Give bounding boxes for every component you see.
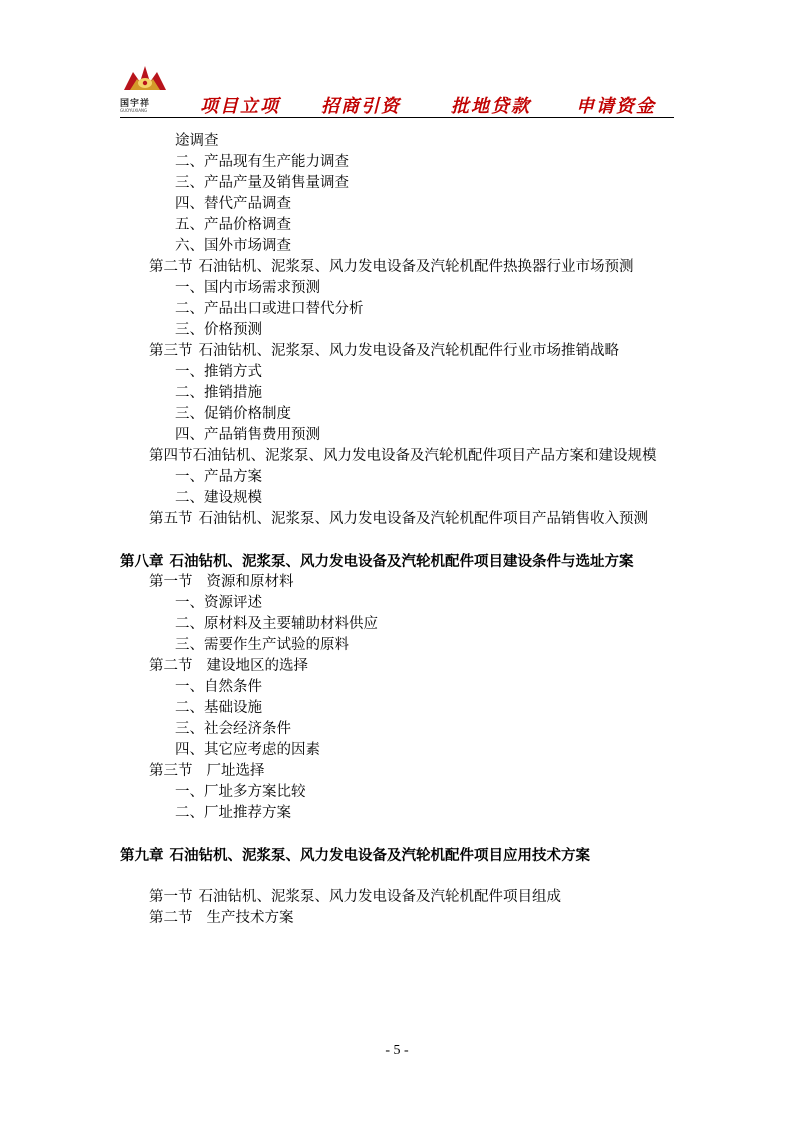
header-rule — [120, 117, 674, 118]
toc-line: 三、需要作生产试验的原料 — [175, 637, 349, 653]
spacer — [120, 824, 680, 845]
chapter-title: 石油钻机、泥浆泵、风力发电设备及汽轮机配件项目应用技术方案 — [169, 847, 590, 864]
logo-text: 国宇祥 — [120, 99, 151, 109]
toc-section — [120, 509, 680, 530]
toc-line: 一、产品方案 — [175, 469, 262, 485]
toc-line: 一、自然条件 — [175, 679, 262, 695]
section-label: 第五节 — [149, 511, 193, 527]
toc-line: 一、资源评述 — [175, 595, 262, 611]
toc-section — [120, 257, 680, 278]
toc-line: 二、原材料及主要辅助材料供应 — [175, 616, 378, 632]
section-label: 第三节 — [149, 763, 193, 779]
toc-line: 三、价格预测 — [175, 322, 262, 338]
section-label: 第二节 — [149, 658, 193, 674]
section-title: 厂址选择 — [206, 763, 265, 779]
toc-line: 五、产品价格调查 — [175, 217, 291, 233]
section-title: 石油钻机、泥浆泵、风力发电设备及汽轮机配件项目组成 — [198, 889, 561, 905]
toc-line: 二、产品现有生产能力调查 — [175, 154, 349, 170]
toc-line: 六、国外市场调查 — [175, 238, 291, 254]
toc-line: 四、其它应考虑的因素 — [175, 742, 320, 758]
section-label: 第二节 — [149, 910, 193, 926]
logo-subtext: GUOYUXIANG — [120, 108, 148, 113]
toc-line: 一、厂址多方案比较 — [175, 784, 306, 800]
section-title: 石油钻机、泥浆泵、风力发电设备及汽轮机配件项目产品销售收入预测 — [198, 511, 648, 527]
spacer — [120, 530, 680, 551]
chapter-label: 第九章 — [120, 847, 164, 864]
section-label: 第一节 — [149, 889, 193, 905]
toc-line: 三、促销价格制度 — [175, 406, 291, 422]
toc-section — [120, 341, 680, 362]
page-header — [120, 56, 674, 118]
toc-line: 二、厂址推荐方案 — [175, 805, 291, 821]
section-title: 石油钻机、泥浆泵、风力发电设备及汽轮机配件热换器行业市场预测 — [198, 259, 634, 275]
toc-chapter — [120, 845, 680, 866]
header-link-investment: 招商引资 — [321, 96, 401, 117]
section-label: 第三节 — [149, 343, 193, 359]
toc-section: 第四节石油钻机、泥浆泵、风力发电设备及汽轮机配件项目产品方案和建设规模 — [149, 448, 657, 464]
header-link-apply-funds: 申请资金 — [576, 96, 656, 117]
section-title: 石油钻机、泥浆泵、风力发电设备及汽轮机配件行业市场推销战略 — [198, 343, 619, 359]
toc-line: 二、产品出口或进口替代分析 — [175, 301, 364, 317]
toc-line: 一、推销方式 — [175, 364, 262, 380]
toc-line: 二、建设规模 — [175, 490, 262, 506]
toc-section — [120, 656, 680, 677]
guoyuxiang-logo-icon — [120, 60, 170, 94]
toc-section — [120, 887, 680, 908]
toc-section — [120, 761, 680, 782]
toc-line: 四、产品销售费用预测 — [175, 427, 320, 443]
logo — [120, 60, 170, 116]
toc-line: 一、国内市场需求预测 — [175, 280, 320, 296]
toc-line: 三、产品产量及销售量调查 — [175, 175, 349, 191]
section-label: 第二节 — [149, 259, 193, 275]
toc-content — [120, 131, 680, 929]
section-title: 生产技术方案 — [206, 910, 294, 926]
chapter-label: 第八章 — [120, 553, 164, 570]
header-link-land-loans: 批地贷款 — [451, 96, 531, 117]
toc-section — [120, 908, 680, 929]
spacer — [120, 866, 680, 887]
section-title: 资源和原材料 — [206, 574, 294, 590]
toc-line: 二、推销措施 — [175, 385, 262, 401]
section-label: 第一节 — [149, 574, 193, 590]
page-number: - 5 - — [385, 1043, 409, 1058]
chapter-title: 石油钻机、泥浆泵、风力发电设备及汽轮机配件项目建设条件与选址方案 — [169, 553, 634, 570]
toc-chapter — [120, 551, 680, 572]
header-link-project-approval: 项目立项 — [200, 96, 280, 117]
toc-line: 三、社会经济条件 — [175, 721, 291, 737]
toc-line: 四、替代产品调查 — [175, 196, 291, 212]
toc-line: 二、基础设施 — [175, 700, 262, 716]
toc-line: 途调查 — [175, 133, 219, 149]
section-title: 建设地区的选择 — [206, 658, 308, 674]
toc-section — [120, 572, 680, 593]
